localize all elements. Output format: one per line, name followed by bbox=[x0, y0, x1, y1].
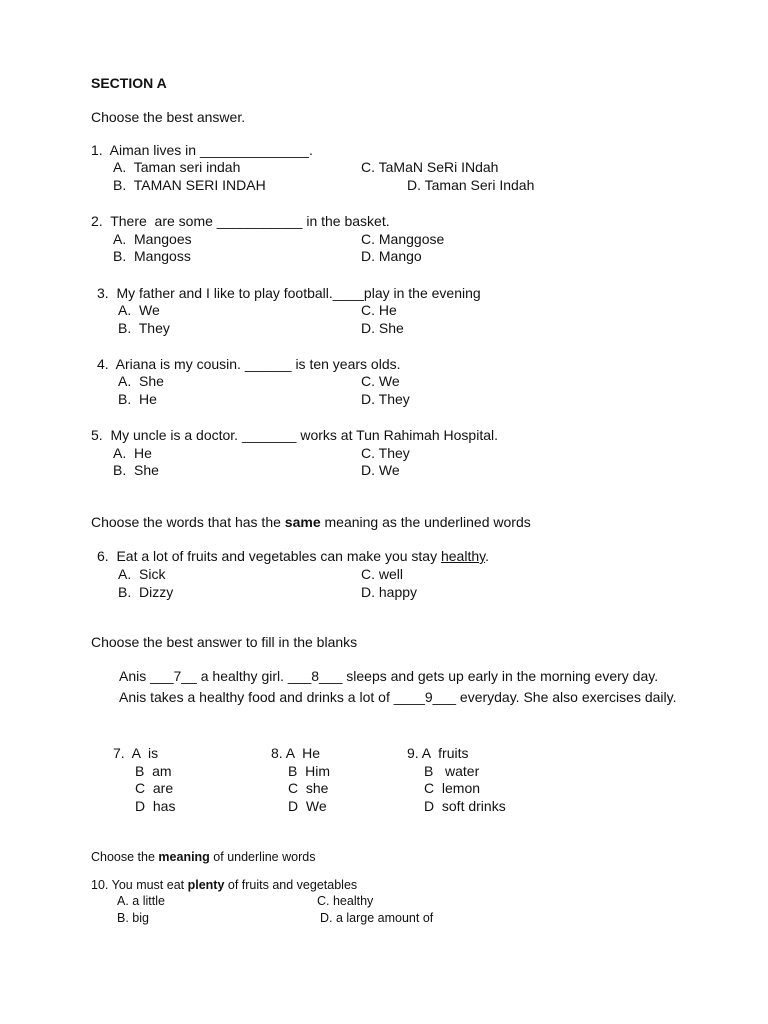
q10-option-b: B. big bbox=[117, 911, 149, 925]
q8-option-a: 8. A He bbox=[271, 745, 321, 761]
question-2: 2. There are some ___________ in the basket. bbox=[91, 213, 390, 229]
q4-option-d: D. They bbox=[361, 391, 410, 407]
question-text: 10. You must eat bbox=[91, 878, 188, 892]
instruction-text: Choose the words that has the bbox=[91, 514, 285, 530]
q3-option-c: C. He bbox=[361, 302, 397, 318]
q6-option-b: B. Dizzy bbox=[118, 584, 174, 600]
q6-option-a: A. Sick bbox=[118, 566, 166, 582]
q5-option-a: A. He bbox=[113, 445, 152, 461]
question-6 bbox=[97, 548, 489, 565]
question-3: 3. My father and I like to play football.____play in the evening bbox=[97, 285, 481, 301]
q8-option-b: B Him bbox=[288, 763, 330, 779]
question-5: 5. My uncle is a doctor. _______ works at Tun Rahimah Hospital. bbox=[91, 427, 498, 443]
q7-option-d: D has bbox=[135, 798, 176, 814]
instruction-text: of underline words bbox=[209, 850, 316, 864]
section-title: SECTION A bbox=[91, 75, 167, 91]
question-4: 4. Ariana is my cousin. ______ is ten years olds. bbox=[97, 356, 401, 372]
question-text: 6. Eat a lot of fruits and vegetables can make you stay bbox=[97, 548, 441, 564]
q6-option-c: C. well bbox=[361, 566, 404, 582]
instruction-fill-blanks: Choose the best answer to fill in the blanks bbox=[91, 634, 358, 650]
instruction-text: meaning as the underlined words bbox=[320, 514, 531, 530]
q9-option-a: 9. A fruits bbox=[407, 745, 469, 761]
q3-option-b: B. They bbox=[118, 320, 170, 336]
instruction-bold-word: meaning bbox=[158, 850, 210, 864]
q4-option-b: B. He bbox=[118, 391, 157, 407]
question-1: 1. Aiman lives in ______________. bbox=[91, 142, 313, 158]
q1-option-c: C. TaMaN SeRi INdah bbox=[361, 159, 499, 175]
q9-option-b: B water bbox=[424, 763, 480, 779]
q2-option-a: A. Mangoes bbox=[113, 231, 192, 247]
q4-option-c: C. We bbox=[361, 373, 400, 389]
q5-option-d: D. We bbox=[361, 462, 400, 478]
passage: Anis ___7__ a healthy girl. ___8___ sleeps and gets up early in the morning every day. Anis takes a healthy food and drinks a lot of ____9___ everyday. She also exercises daily. bbox=[119, 668, 677, 705]
question-text: of fruits and vegetables bbox=[224, 878, 358, 892]
q8-option-c: C she bbox=[288, 780, 329, 796]
q10-option-a: A. a little bbox=[117, 894, 165, 908]
question-10 bbox=[91, 877, 357, 893]
q10-option-c: C. healthy bbox=[317, 894, 374, 908]
instruction-best-answer: Choose the best answer. bbox=[91, 109, 246, 125]
q2-option-b: B. Mangoss bbox=[113, 248, 191, 264]
q8-option-d: D We bbox=[288, 798, 327, 814]
q9-option-c: C lemon bbox=[424, 780, 481, 796]
bold-word: plenty bbox=[187, 878, 225, 892]
instruction-same-meaning bbox=[91, 514, 531, 531]
q2-option-d: D. Mango bbox=[361, 248, 422, 264]
instruction-text: Choose the bbox=[91, 850, 159, 864]
q1-option-b: B. TAMAN SERI INDAH bbox=[113, 177, 266, 193]
instruction-meaning bbox=[91, 849, 315, 865]
question-text: . bbox=[485, 548, 489, 564]
q3-option-a: A. We bbox=[118, 302, 160, 318]
q1-option-d: D. Taman Seri Indah bbox=[407, 177, 535, 193]
q6-option-d: D. happy bbox=[361, 584, 418, 600]
q7-option-b: B am bbox=[135, 763, 172, 779]
underlined-word: healthy bbox=[440, 548, 486, 564]
q1-option-a: A. Taman seri indah bbox=[113, 159, 241, 175]
q9-option-d: D soft drinks bbox=[424, 798, 506, 814]
q2-option-c: C. Manggose bbox=[361, 231, 445, 247]
q5-option-b: B. She bbox=[113, 462, 159, 478]
q3-option-d: D. She bbox=[361, 320, 404, 336]
q7-option-a: 7. A is bbox=[113, 745, 159, 761]
q10-option-d: D. a large amount of bbox=[320, 911, 434, 925]
q4-option-a: A. She bbox=[118, 373, 164, 389]
q7-option-c: C are bbox=[135, 780, 174, 796]
instruction-bold-word: same bbox=[284, 514, 321, 530]
q5-option-c: C. They bbox=[361, 445, 410, 461]
